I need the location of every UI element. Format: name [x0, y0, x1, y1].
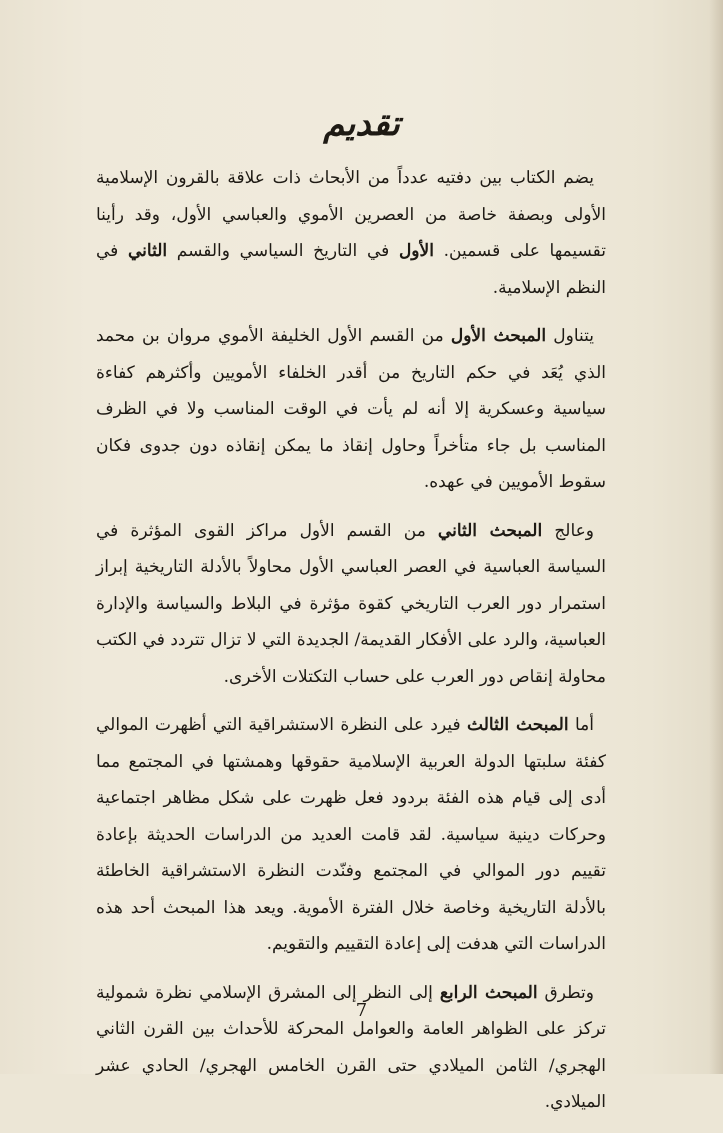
text-segment: إلى النظر إلى المشرق الإسلامي نظرة شمولية تركز على الظواهر العامة والعوامل المحركة للأحداث بين القرن الثاني الهجري/ الثامن الميلادي حتى القرن الخامس الهجري/ الحادي عشر الميلادي. — [96, 982, 606, 1112]
bold-term: المبحث الثالث — [467, 715, 569, 735]
paragraph-third-study — [96, 707, 606, 963]
text-segment: من القسم الأول الخليفة الأموي مروان بن محمد الذي يُعَد في حكم التاريخ من أقدر الخلفاء الأمويين وأكثرهم كفاءة سياسية وعسكرية إلا أنه لم يأت في الوقت المناسب ولا في الظرف المناسب بل جاء متأخراً وحاول إنقاذ ما يمكن إنقاذه دون جدوى فكان سقوط الأمويين في عهده. — [96, 326, 606, 492]
bold-term: المبحث الرابع — [439, 982, 538, 1003]
page-number: 7 — [355, 1000, 368, 1021]
text-segment: أما — [568, 715, 595, 735]
bold-term: المبحث الأول — [450, 326, 547, 346]
bold-term: المبحث الثاني — [437, 520, 543, 541]
text-segment: فيرد على النظرة الاستشراقية التي أظهرت الموالي كفئة سلبتها الدولة العربية الإسلامية حقوقها وهمشتها في المجتمع مما أدى إلى قيام هذه الفئة بردود فعل ظهرت على شكل مظاهر اجتماعية وحركات دينية سياسية. لقد قامت العديد من الدراسات الحديثة بإعادة تقييم دور الموالي في المجتمع وفنّدت النظرة الاستشراقية الخاطئة بالأدلة التاريخية وخاصة خلال الفترة الأموية. ويعد هذا المبحث أحد هذه الدراسات التي هدفت إلى إعادة التقييم والتقويم. — [96, 715, 606, 954]
bold-term: الثاني — [127, 241, 168, 261]
paragraph-fourth-study — [96, 975, 606, 1121]
page-edge-shadow — [709, 0, 723, 1074]
paragraph-second-study — [96, 513, 606, 696]
paragraph-first-study — [96, 318, 606, 501]
body-text — [96, 160, 606, 1133]
page-title: تقديم — [323, 104, 400, 144]
bold-term: الأول — [398, 241, 434, 261]
text-segment: يتناول — [546, 326, 594, 346]
paragraph-intro — [96, 160, 606, 306]
text-segment: وتطرق — [537, 982, 594, 1003]
text-segment: وعالج — [542, 520, 595, 541]
text-segment: في النظم الإسلامية. — [96, 241, 606, 298]
text-segment: في التاريخ السياسي والقسم — [167, 241, 399, 261]
text-segment: يضم الكتاب بين دفتيه عدداً من الأبحاث ذات علاقة بالقرون الإسلامية الأولى وبصفة خاصة من العصرين الأموي والعباسي الأول، وقد رأينا تقسيمها على قسمين. — [96, 168, 606, 261]
text-segment: من القسم الأول مراكز القوى المؤثرة في السياسة العباسية في العصر العباسي الأول محاولاً بالأدلة التاريخية إبراز استمرار دور العرب التاريخي كقوة مؤثرة في البلاط والسياسة والإدارة العباسية، والرد على الأفكار القديمة/ الجديدة التي لا تزال تتردد في الكتب محاولة إنقاص دور العرب على حساب التكتلات الأخرى. — [96, 520, 606, 687]
